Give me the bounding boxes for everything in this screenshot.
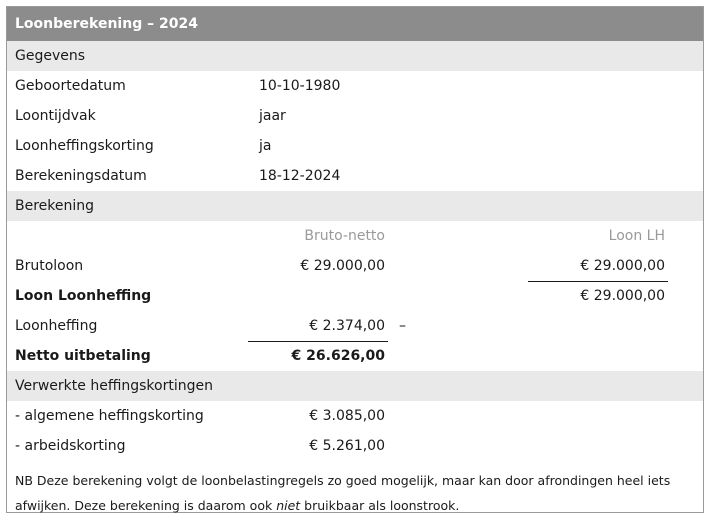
- value-brutoloon-bruto-netto: € 29.000,00: [300, 258, 385, 274]
- section-header-gegevens: Gegevens: [7, 41, 703, 71]
- section-header-heffingskortingen: Verwerkte heffingskortingen: [7, 371, 703, 401]
- label-berekeningsdatum: Berekeningsdatum: [15, 168, 147, 184]
- value-loonheffing: € 2.374,00: [309, 318, 385, 334]
- value-loonheffingskorting: ja: [259, 138, 272, 154]
- row-brutoloon: [7, 251, 703, 281]
- value-loon-loonheffing: € 29.000,00: [580, 288, 665, 304]
- row-algemene-heffingskorting: [7, 401, 703, 431]
- label-arbeidskorting: - arbeidskorting: [15, 438, 126, 454]
- label-loontijdvak: Loontijdvak: [15, 108, 96, 124]
- value-loontijdvak: jaar: [259, 108, 286, 124]
- value-algemene-heffingskorting: € 3.085,00: [309, 408, 385, 424]
- label-loonheffingskorting: Loonheffingskorting: [15, 138, 154, 154]
- note-text-2: bruikbaar als loonstrook.: [300, 498, 460, 513]
- section-header-berekening: Berekening: [7, 191, 703, 221]
- label-loon-loonheffing: Loon Loonheffing: [15, 288, 152, 304]
- value-netto-uitbetaling: € 26.626,00: [291, 348, 385, 364]
- label-geboortedatum: Geboortedatum: [15, 78, 126, 94]
- column-headers: [7, 221, 703, 251]
- row-berekeningsdatum: [7, 161, 703, 191]
- value-berekeningsdatum: 18-12-2024: [259, 168, 341, 184]
- loonberekening-panel: [6, 6, 704, 513]
- row-loontijdvak: [7, 101, 703, 131]
- value-brutoloon-loon-lh: € 29.000,00: [580, 258, 665, 274]
- column-header-bruto-netto: Bruto-netto: [304, 228, 385, 244]
- note-emphasis: niet: [276, 498, 301, 513]
- column-header-loon-lh: Loon LH: [608, 228, 665, 244]
- row-loonheffing: [7, 311, 703, 341]
- row-netto-uitbetaling: [7, 341, 703, 371]
- panel-title: Loonberekening – 2024: [7, 7, 703, 41]
- value-geboortedatum: 10-10-1980: [259, 78, 341, 94]
- minus-sign: –: [399, 318, 406, 334]
- disclaimer-note: [7, 461, 703, 518]
- note-text-1: NB Deze berekening volgt de loonbelastingregels zo goed mogelijk, maar kan door afrondingen heel iets afwijken. Deze berekening is daarom ook: [15, 473, 671, 513]
- label-netto-uitbetaling: Netto uitbetaling: [15, 348, 151, 364]
- row-loonheffingskorting: [7, 131, 703, 161]
- row-loon-loonheffing: [7, 281, 703, 311]
- row-geboortedatum: [7, 71, 703, 101]
- label-brutoloon: Brutoloon: [15, 258, 84, 274]
- label-loonheffing: Loonheffing: [15, 318, 98, 334]
- value-arbeidskorting: € 5.261,00: [309, 438, 385, 454]
- label-algemene-heffingskorting: - algemene heffingskorting: [15, 408, 204, 424]
- row-arbeidskorting: [7, 431, 703, 461]
